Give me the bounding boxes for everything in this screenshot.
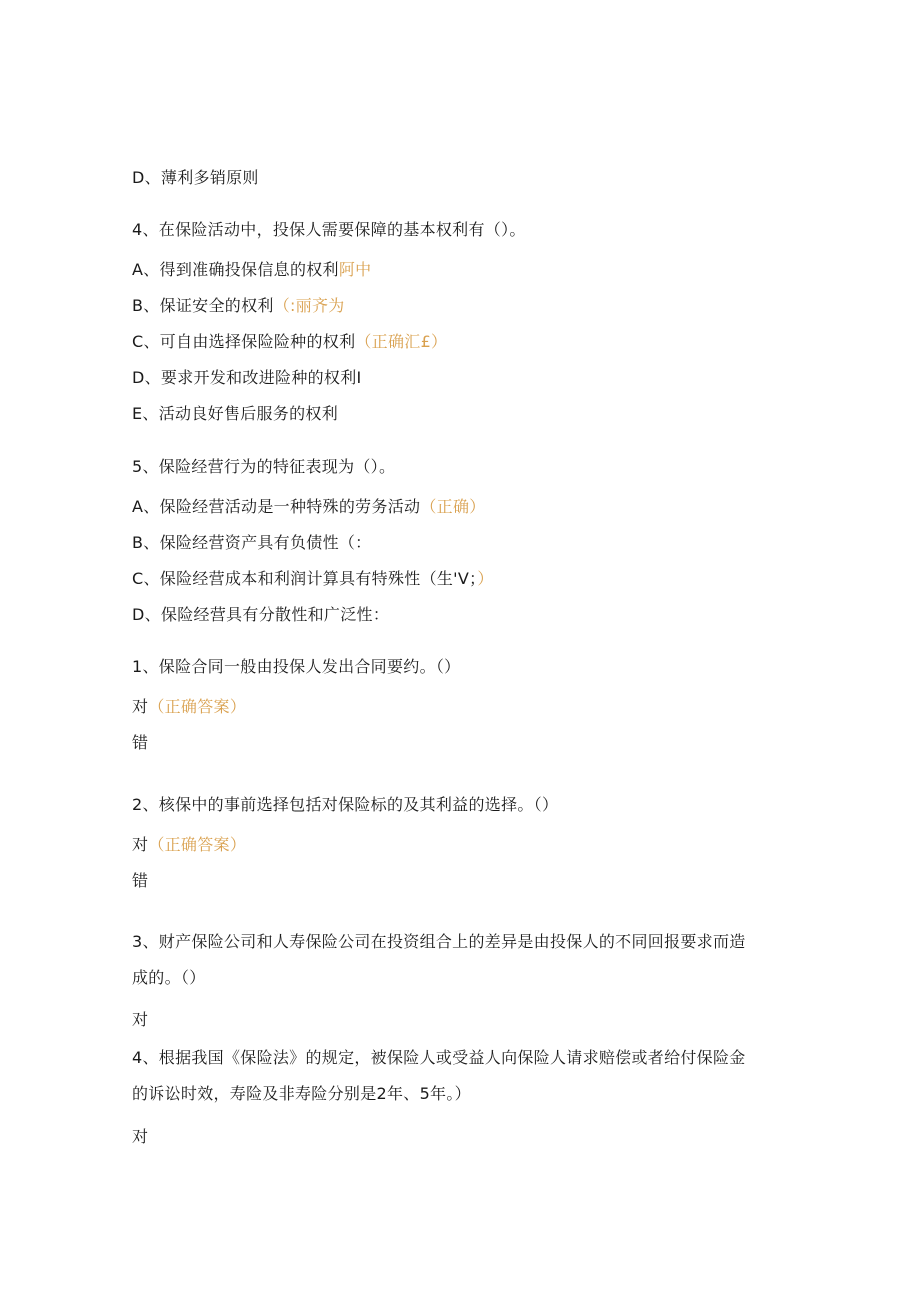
option-a-q5 [132,495,486,519]
tf-question-3-line-1 [132,930,746,954]
option-b-q4 [132,294,345,318]
tf-question-2 [132,793,558,817]
option-c-q4 [132,330,447,354]
question-text: 成的。（） [132,968,206,987]
option-text: D、保险经营具有分散性和广泛性： [132,605,390,624]
question-5-features [132,455,395,479]
answer-mark: （正确答案） [148,697,247,716]
answer-mark: （正确汇£） [355,332,448,351]
option-text: E、活动良好售后服务的权利 [132,404,339,423]
option-e-q4 [132,402,338,426]
option-text: A、保险经营活动是一种特殊的劳务活动 [132,497,421,516]
option-text: B、保险经营资产具有负债性（： [132,533,372,552]
option-text: 对 [132,1127,149,1146]
tf-3-option-true [132,1008,148,1032]
option-b-q5 [132,531,371,555]
option-text: B、保证安全的权利 [132,296,274,315]
question-text: 的诉讼时效，寿险及非寿险分别是2年、5年。） [132,1084,471,1103]
answer-mark: （正确） [420,497,486,516]
option-text: D、薄利多销原则 [132,168,259,187]
option-c-q5 [132,567,494,591]
option-text: 对 [132,697,149,716]
tf-1-option-false [132,731,148,755]
option-text: 对 [132,1010,149,1029]
question-text: 4、在保险活动中，投保人需要保障的基本权利有（）。 [132,220,526,239]
option-text: C、可自由选择保险险种的权利 [132,332,356,351]
option-text: C、保险经营成本和利润计算具有特殊性（生'V； [132,569,478,588]
tf-2-option-true [132,833,246,857]
option-text: 错 [132,871,149,890]
option-text: 错 [132,733,149,752]
option-d-q5 [132,603,389,627]
tf-2-option-false [132,869,148,893]
tf-4-option-true [132,1125,148,1149]
option-text: A、得到准确投保信息的权利 [132,260,339,279]
option-d-q4 [132,366,362,390]
option-text: 对 [132,835,149,854]
tf-question-3-line-2 [132,966,206,990]
option-a-q4 [132,258,371,282]
tf-question-4-line-2 [132,1082,471,1106]
question-text: 1、保险合同一般由投保人发出合同要约。（） [132,657,461,676]
answer-mark: （:丽齐为 [273,296,345,315]
tf-1-option-true [132,695,246,719]
question-text: 5、保险经营行为的特征表现为（）。 [132,457,396,476]
question-text: 4、根据我国《保险法》的规定，被保险人或受益人向保险人请求赔偿或者给付保险金 [132,1048,746,1067]
option-d-q3 [132,166,259,190]
answer-mark: 阿中 [338,260,372,279]
answer-mark: ） [477,569,494,588]
question-text: 2、核保中的事前选择包括对保险标的及其利益的选择。（） [132,795,559,814]
tf-question-1 [132,655,460,679]
option-text: D、要求开发和改进险种的权利I [132,368,362,387]
answer-mark: （正确答案） [148,835,247,854]
question-text: 3、财产保险公司和人寿保险公司在投资组合上的差异是由投保人的不同回报要求而造 [132,932,746,951]
question-4-rights [132,218,526,242]
tf-question-4-line-1 [132,1046,746,1070]
